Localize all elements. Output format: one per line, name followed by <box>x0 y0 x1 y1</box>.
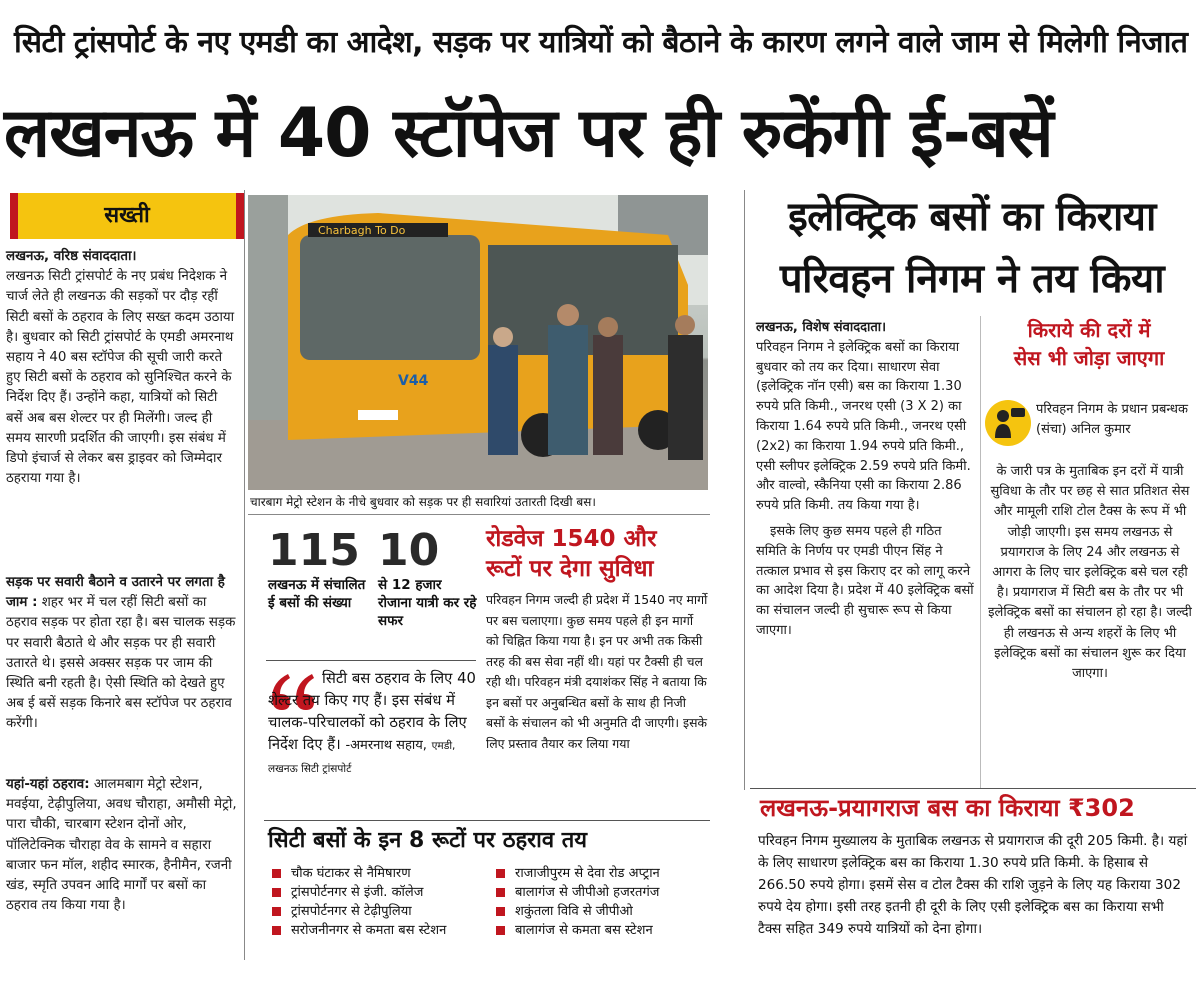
right-heading-2: परिवहन निगम ने तय किया <box>779 256 1165 302</box>
column-divider-right <box>744 190 745 790</box>
kicker-headline: सिटी ट्रांसपोर्ट के नए एमडी का आदेश, सड़क पर यात्रियों को बैठाने के कारण लगने वाले जाम से मिलेगी निजात <box>14 25 1188 60</box>
stat-2-label: से 12 हजार रोजाना यात्री कर रहे सफर <box>378 577 477 629</box>
main-headline: लखनऊ में 40 स्टॉपेज पर ही रुकेंगी ई-बसें <box>4 94 1053 173</box>
stats-divider <box>266 660 476 661</box>
routes-title: सिटी बसों के इन 8 रूटों पर ठहराव तय <box>268 828 588 853</box>
bullet-icon <box>496 869 505 878</box>
roadways-heading-1: रोडवेज 1540 और <box>486 526 657 552</box>
bullet-icon <box>272 869 281 878</box>
cess-heading-1: किराये की दरों में <box>1027 318 1151 342</box>
bullet-icon <box>496 888 505 897</box>
fare-heading: लखनऊ-प्रयागराज बस का किराया ₹302 <box>758 790 1190 826</box>
box-divider <box>980 316 981 788</box>
cess-intro: परिवहन निगम के प्रधान प्रबन्धक (संचा) अनिल कुमार <box>1036 402 1188 438</box>
left-para-1: लखनऊ सिटी ट्रांसपोर्ट के नए प्रबंध निदेशक ने चार्ज लेते ही लखनऊ की सड़कों पर दौड़ रहीं सिटी बसों के ठहराव के लिए सख्त कदम उठाया है। बुधवार को सिटी ट्रांसपोर्ट के एमडी अमरनाथ सहाय ने 40 बस स्टॉपेज की सूची जारी करते हुए सिटी बसों के ठहराव को सुनिश्चित करने के निर्देश दिए हैं। उन्होंने कहा, यात्रियों को सिटी बसें अब बस शेल्टर पर ही मिलेंगी। जल्द ही समय सारणी प्रदर्शित की जाएगी। इस संबंध में डिपो इंचार्ज से लेकर बस ड्राइवर को जिम्मेदार ठहराया गया है। <box>6 269 235 487</box>
stat-2 <box>378 526 478 630</box>
left-para-2: शहर भर में चल रहीं सिटी बसों का ठहराव सड़क पर होता रहा है। बस चालक सड़क पर सवारी बैठाते थे और सड़क पर ही सवारी उतारते थे। इससे अक्सर सड़क पर जाम की स्थिति बनी रहती है। ऐसी स्थिति को देखते हुए अब ई बसें सड़क किनारे बस स्टॉपेज पर ठहराव करेंगी। <box>6 595 236 732</box>
bus-number: V44 <box>398 373 429 389</box>
route-sign: Charbagh To Do <box>318 224 406 237</box>
cess-heading-2: सेस भी जोड़ा जाएगा <box>1013 346 1165 370</box>
left-dateline: लखनऊ, वरिष्ठ संवाददाता। <box>6 249 137 264</box>
bullet-icon <box>272 888 281 897</box>
right-dateline: लखनऊ, विशेष संवाददाता। <box>756 320 887 335</box>
left-stops <box>6 775 238 916</box>
quote-block <box>268 668 478 780</box>
bullet-icon <box>496 907 505 916</box>
stat-2-number: 10 <box>378 525 440 576</box>
roadways-text: परिवहन निगम जल्दी ही प्रदेश में 1540 नए मार्गो पर बस चलाएगा। कुछ समय पहले ही इन मार्गो को चिह्नित किया गया है। इन पर अभी तक किसी तरह की बस सेवा नहीं थी। यहां पर टैक्सी ही चल रही थी। परिवहन मंत्री दयाशंकर सिंह ने बताया कि इन बसों पर अनुबन्धित बसों के साथ ही निजी बसों के संचालन को भी अनुमति दी जाएगी। इसके लिए प्रस्ताव तैयार कर लिया गया <box>486 592 708 751</box>
right-heading-1: इलेक्ट्रिक बसों का किराया <box>788 194 1156 240</box>
cess-text: के जारी पत्र के मुताबिक इन दरों में यात्री सुविधा के तौर पर छह से सात प्रतिशत सेस और मामूली राशि टोल टैक्स के रूप में भी जोड़ी जाएगी। इस समय लखनऊ से प्रयागराज के लिए 24 और लखनऊ से आगरा के लिए चार इलेक्ट्रिक बसे चल रही है। प्रयागराज में सिटी बस के तौर पर भी इलेक्ट्रिक बसों का संचालन हो रहा है। जल्दी ही लखनऊ से अन्य शहरों के लिए भी इलेक्ट्रिक बसों का संचालन शुरू कर दिया जाएगा। <box>988 464 1192 682</box>
bullet-icon <box>272 926 281 935</box>
caption-divider <box>248 514 710 515</box>
stops-text: आलमबाग मेट्रो स्टेशन, मवईया, टेढ़ीपुलिया, अवध चौराहा, अमौसी मेट्रो, पारा चौकी, चारबाग स्टेशन दोनों ओर, पॉलिटेक्निक चौराहा वेव के सामने व सहारा बाजार फन मॉल, शहीद स्मारक, हैनीमैन, रजनी खंड, स्मृति उपवन आदि मार्गों पर बसों का ठहराव तय किया गया है। <box>6 777 237 914</box>
right-heading <box>752 186 1192 310</box>
person-icon <box>985 400 1031 446</box>
route-item: सरोजनीनगर से कमता बस स्टेशन <box>272 921 502 940</box>
fare-divider <box>750 788 1196 789</box>
quote-author: -अमरनाथ सहाय, <box>345 738 427 753</box>
stat-1-number: 115 <box>268 525 360 576</box>
route-item: शकुंतला विवि से जीपीओ <box>496 902 710 921</box>
route-item: चौक घंटाकर से नैमिषारण <box>272 864 502 883</box>
quote-text: सिटी बस ठहराव के लिए 40 शेल्टर तय किए गए हैं। इस संबंध में चालक-परिचालकों को ठहराव के लिए निर्देश दिए हैं। <box>268 670 476 753</box>
news-photo <box>248 195 708 490</box>
roadways-heading-2: रूटों पर देगा सुविधा <box>486 556 654 582</box>
right-para-2: इसके लिए कुछ समय पहले ही गठित समिति के निर्णय पर एमडी पीएन सिंह ने तत्काल प्रभाव से इस किराए दर को लागू करने का आदेश दिया है। प्रदेश में 40 इलेक्ट्रिक बसों का संचालन जल्दी ही सुचारू रूप से किया जाएगा। <box>756 523 974 638</box>
left-subhead: सड़क पर सवारी बैठाने व उतारने पर लगता है जाम : <box>6 575 225 611</box>
route-item: ट्रांसपोर्टनगर से इंजी. कॉलेज <box>272 883 502 902</box>
routes-list-right <box>496 864 710 940</box>
route-item: बालागंज से जीपीओ हजरतगंज <box>496 883 710 902</box>
stat-1-label: लखनऊ में संचालित ई बसों की संख्या <box>268 577 366 611</box>
route-item: बालागंज से कमता बस स्टेशन <box>496 921 710 940</box>
bus-illustration <box>248 195 708 490</box>
fare-text: परिवहन निगम मुख्यालय के मुताबिक लखनऊ से प्रयागराज की दूरी 205 किमी. है। यहां के लिए साधारण इलेक्ट्रिक बस का किराया 1.30 रुपये प्रति किमी. के हिसाब से 266.50 रुपये होगा। इसमें सेस व टोल टैक्स की राशि जुड़ने के लिए यह किराया 302 रुपये देय होगा। इसी तरह इतनी ही दूरी के लिए एसी इलेक्ट्रिक बस का किराया सभी टैक्स सहित 349 रुपये यात्रियों को देना होगा। <box>758 833 1188 937</box>
routes-divider <box>264 820 710 821</box>
route-item: ट्रांसपोर्टनगर से टेढ़ीपुलिया <box>272 902 502 921</box>
column-divider-left <box>244 190 245 960</box>
right-para-1: परिवहन निगम ने इलेक्ट्रिक बसों का किराया बुधवार को तय कर दिया। साधारण सेवा (इलेक्ट्रिक नॉन एसी) बस का किराया 1.30 रुपये प्रति किमी., जनरथ एसी (3 X 2) का किराया 1.64 रुपये प्रति किमी., जनरथ एसी (2x2) का किराया 1.94 रुपये प्रति किमी., एसी स्लीपर इलेक्ट्रिक 2.59 रुपये प्रति किमी. और वाल्वो, स्कैनिया एसी का किराया 2.86 रुपये प्रति किमी. तय किया गया है। <box>756 339 971 514</box>
bullet-icon <box>272 907 281 916</box>
section-tag: सख्ती <box>10 193 244 239</box>
left-story-body <box>6 247 238 489</box>
quote-designation: एमडी, लखनऊ सिटी ट्रांसपोर्ट <box>268 740 456 775</box>
left-story-body-2 <box>6 573 238 735</box>
cess-box <box>986 316 1192 372</box>
routes-list-left <box>272 864 502 940</box>
bullet-icon <box>496 926 505 935</box>
roadways-box <box>486 524 708 754</box>
stops-lead: यहां-यहां ठहराव: <box>6 777 90 792</box>
right-story-body <box>756 318 974 641</box>
photo-caption: चारबाग मेट्रो स्टेशन के नीचे बुधवार को सड़क पर ही सवारियां उतारती दिखी बस। <box>250 495 596 509</box>
route-item: राजाजीपुरम से देवा रोड अप्ट्रान <box>496 864 710 883</box>
stat-1 <box>268 526 368 612</box>
